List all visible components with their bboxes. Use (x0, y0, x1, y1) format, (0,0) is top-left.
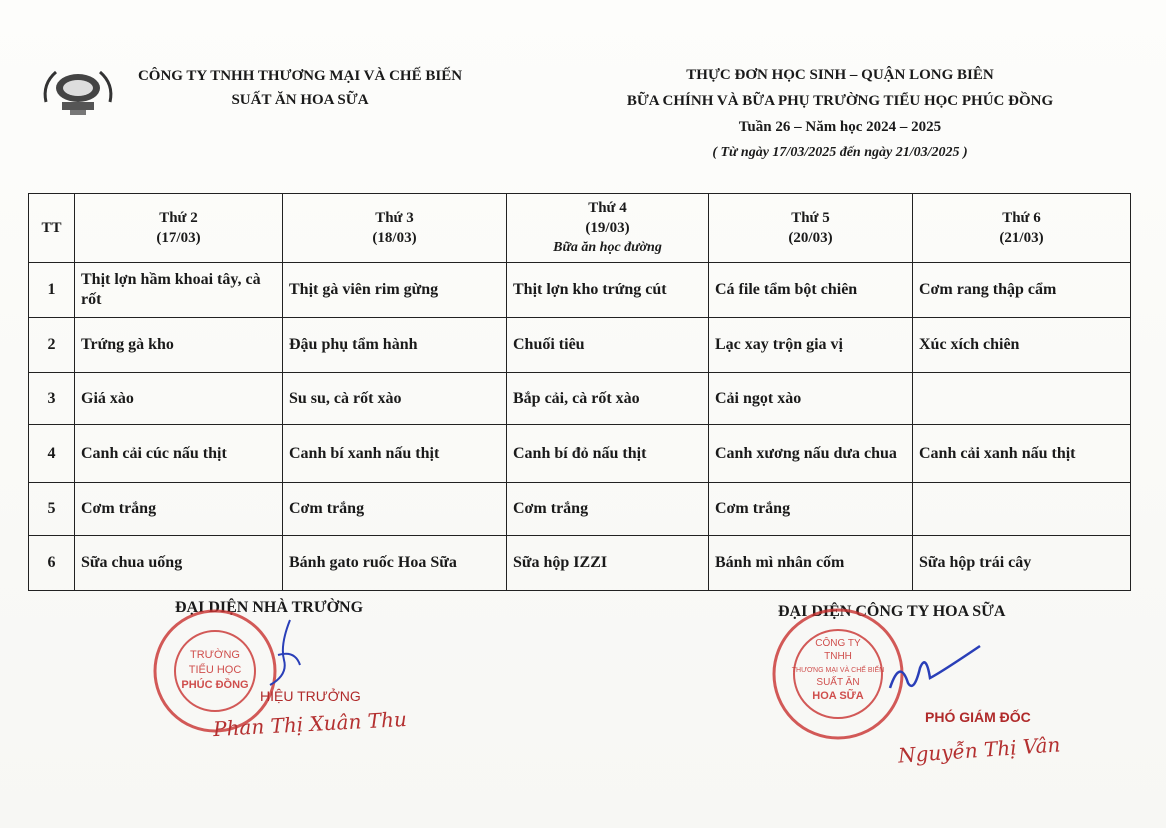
menu-cell: Canh xương nấu dưa chua (709, 425, 913, 483)
row-number: 5 (29, 483, 75, 536)
row-number: 4 (29, 425, 75, 483)
day-date: (17/03) (156, 230, 201, 246)
menu-cell: Sữa hộp IZZI (507, 536, 709, 591)
menu-cell: Cải ngọt xào (709, 373, 913, 425)
deputy-director-title: PHÓ GIÁM ĐỐC (925, 709, 1031, 725)
svg-text:TNHH: TNHH (824, 651, 852, 662)
svg-text:SUẤT ĂN: SUẤT ĂN (816, 677, 860, 688)
menu-cell: Su su, cà rốt xào (283, 373, 507, 425)
day-name: Thứ 2 (159, 210, 198, 226)
menu-cell: Canh bí xanh nấu thịt (283, 425, 507, 483)
table-row (29, 373, 1131, 425)
school-signature (250, 615, 310, 695)
table-row (29, 536, 1131, 591)
row-number: 1 (29, 263, 75, 318)
row-number: 3 (29, 373, 75, 425)
svg-text:HOA SỮA: HOA SỮA (812, 690, 864, 702)
company-name (120, 64, 480, 112)
menu-cell: Lạc xay trộn gia vị (709, 318, 913, 373)
menu-cell: Trứng gà kho (75, 318, 283, 373)
menu-cell: Sữa chua uống (75, 536, 283, 591)
day-note: Bữa ăn học đường (553, 240, 662, 255)
menu-cell: Cơm trắng (507, 483, 709, 536)
day-name: Thứ 3 (375, 210, 414, 226)
day-name: Thứ 5 (791, 210, 830, 226)
row-number: 2 (29, 318, 75, 373)
menu-cell: Xúc xích chiên (913, 318, 1131, 373)
tt-header: TT (29, 194, 75, 263)
menu-cell: Cơm rang thập cẩm (913, 263, 1131, 318)
day-date: (19/03) (585, 220, 630, 236)
school-representative-heading: ĐẠI DIỆN NHÀ TRƯỜNG (175, 599, 364, 616)
menu-week: Tuần 26 – Năm học 2024 – 2025 (738, 119, 942, 135)
svg-text:TRƯỜNG: TRƯỜNG (190, 649, 240, 661)
menu-cell: Đậu phụ tẩm hành (283, 318, 507, 373)
menu-cell: Chuối tiêu (507, 318, 709, 373)
table-header-row (29, 194, 1131, 263)
day-name: Thứ 6 (1002, 210, 1041, 226)
table-row (29, 318, 1131, 373)
day-header (75, 194, 283, 263)
menu-subtitle: BỮA CHÍNH VÀ BỮA PHỤ TRƯỜNG TIỂU HỌC PHÚC ĐỒNG (626, 93, 1054, 109)
menu-table (28, 193, 1131, 591)
menu-cell: Cơm trắng (75, 483, 283, 536)
svg-text:TIỂU HỌC: TIỂU HỌC (188, 664, 242, 676)
company-logo (38, 62, 118, 118)
menu-cell: Thịt lợn kho trứng cút (507, 263, 709, 318)
menu-cell: Giá xào (75, 373, 283, 425)
table-row (29, 483, 1131, 536)
menu-header (560, 62, 1120, 166)
table-row (29, 425, 1131, 483)
company-representative-heading: ĐẠI DIỆN CÔNG TY HOA SỮA (778, 603, 1006, 620)
menu-cell: Canh bí đỏ nấu thịt (507, 425, 709, 483)
menu-cell: Sữa hộp trái cây (913, 536, 1131, 591)
row-number: 6 (29, 536, 75, 591)
day-date: (18/03) (372, 230, 417, 246)
day-date: (21/03) (999, 230, 1044, 246)
menu-cell: Bắp cải, cà rốt xào (507, 373, 709, 425)
day-header (709, 194, 913, 263)
svg-text:PHÚC ĐỒNG: PHÚC ĐỒNG (181, 679, 249, 691)
day-name: Thứ 4 (588, 200, 627, 216)
menu-cell: Canh cải xanh nấu thịt (913, 425, 1131, 483)
menu-cell: Thịt gà viên rim gừng (283, 263, 507, 318)
principal-title: HIỆU TRƯỞNG (260, 688, 361, 704)
menu-cell: Bánh gato ruốc Hoa Sữa (283, 536, 507, 591)
day-date: (20/03) (788, 230, 833, 246)
company-line1: CÔNG TY TNHH THƯƠNG MẠI VÀ CHẾ BIẾN (137, 68, 463, 84)
svg-text:THƯƠNG MẠI VÀ CHẾ BIẾN: THƯƠNG MẠI VÀ CHẾ BIẾN (791, 667, 885, 674)
menu-cell: Canh cải cúc nấu thịt (75, 425, 283, 483)
menu-period: ( Từ ngày 17/03/2025 đến ngày 21/03/2025 ) (712, 145, 968, 160)
company-line2: SUẤT ĂN HOA SỮA (231, 92, 369, 108)
principal-name: Phan Thị Xuân Thu (212, 706, 408, 742)
menu-cell: Bánh mì nhân cốm (709, 536, 913, 591)
menu-cell: Cơm trắng (709, 483, 913, 536)
menu-title: THỰC ĐƠN HỌC SINH – QUẬN LONG BIÊN (686, 67, 994, 83)
deputy-director-name: Nguyễn Thị Vân (897, 732, 1062, 768)
menu-cell (913, 483, 1131, 536)
menu-cell: Cơm trắng (283, 483, 507, 536)
day-header (913, 194, 1131, 263)
company-signature (880, 638, 990, 698)
svg-text:CÔNG TY: CÔNG TY (815, 638, 861, 649)
table-row (29, 263, 1131, 318)
day-header (283, 194, 507, 263)
day-header (507, 194, 709, 263)
menu-cell: Cá file tẩm bột chiên (709, 263, 913, 318)
menu-cell (913, 373, 1131, 425)
menu-cell: Thịt lợn hầm khoai tây, cà rốt (75, 263, 283, 318)
